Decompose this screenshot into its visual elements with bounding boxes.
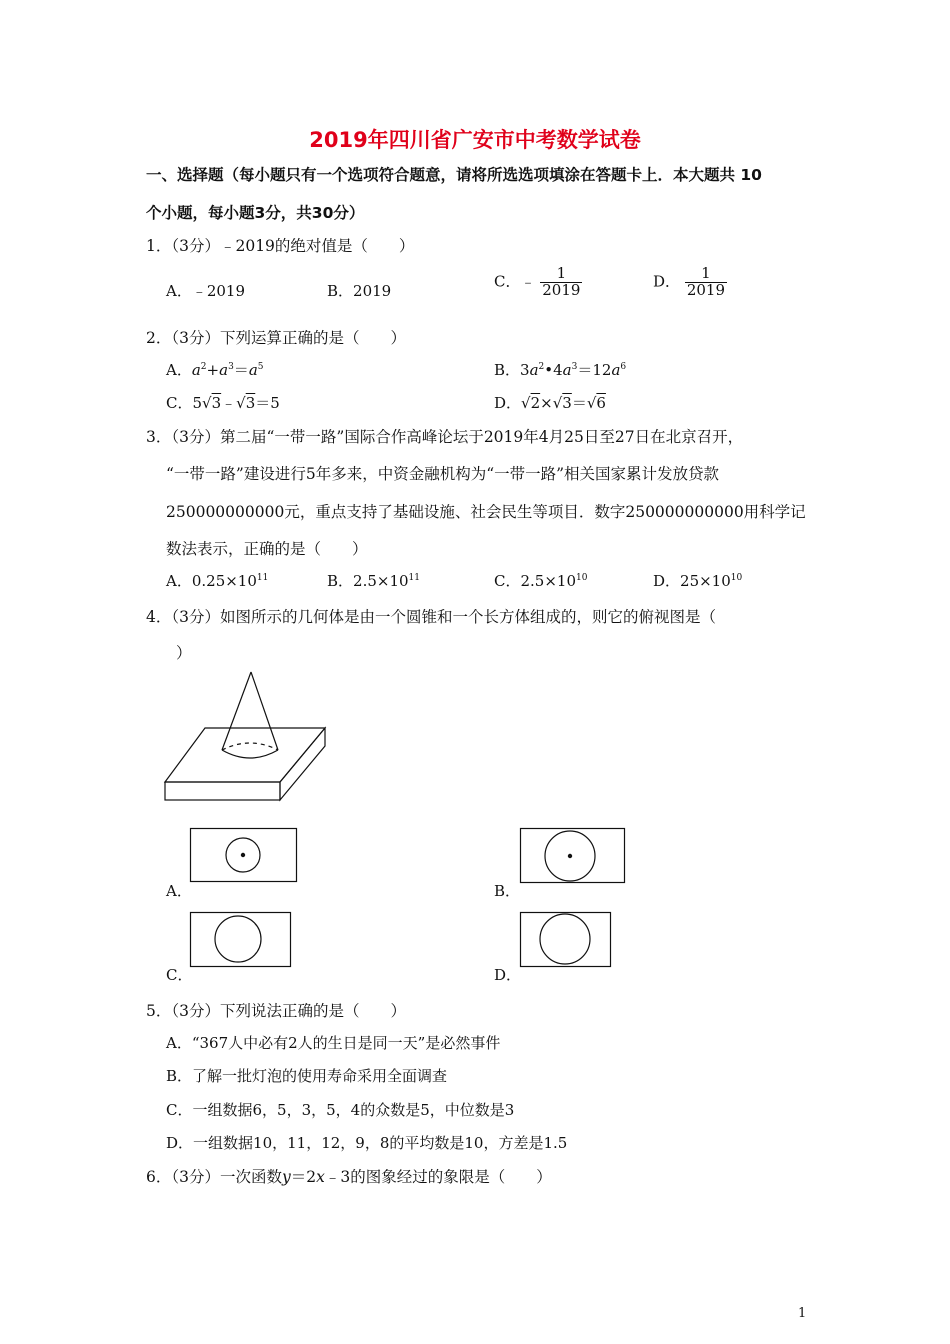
q4-option-d-figure <box>520 912 612 968</box>
q4-option-a-figure <box>190 828 298 882</box>
q4-option-b-label: B． <box>494 882 521 900</box>
question-5-stem: 5．（3分）下列说法正确的是（ ） <box>146 1002 406 1020</box>
question-3-line3: 250000000000元，重点支持了基础设施、社会民生等项目．数字250000000000用科学记 <box>166 503 806 521</box>
q5-option-b: B．了解一批灯泡的使用寿命采用全面调查 <box>166 1067 448 1085</box>
q4-option-c-figure <box>190 912 292 968</box>
q5-option-d: D．一组数据10，11，12，9，8的平均数是10，方差是1.5 <box>166 1134 568 1152</box>
q3-option-c: C．$2.5\times 10^{10}$ <box>494 572 588 590</box>
q1-option-c-label: C．﹣ <box>494 272 536 291</box>
q2-option-b: B．$3a^2•4a^3=12a^6$ <box>494 361 627 379</box>
question-3-line1: 3．（3分）第二届“一带一路”国际合作高峰论坛于2019年4月25日至27日在北京召开， <box>146 428 744 446</box>
q1-d-denominator: 2019 <box>686 280 725 299</box>
q3-option-a: A．$0.25\times 10^{11}$ <box>166 572 269 590</box>
section-heading-line2: 个小题，每小题3分，共30分） <box>146 204 365 222</box>
question-4-line2: ） <box>176 644 192 662</box>
q1-option-a: A．﹣2019 <box>166 282 246 300</box>
q1-c-denominator: 2019 <box>542 280 581 299</box>
q3-option-d: D．$25\times 10^{10}$ <box>653 572 743 590</box>
question-3-line2: “一带一路”建设进行5年多来，中资金融机构为“一带一路”相关国家累计发放贷款 <box>166 465 720 483</box>
q4-option-d-label: D． <box>494 966 522 984</box>
page-title: 2019年四川省广安市中考数学试卷 <box>309 128 641 152</box>
q5-option-a: A．“367人中必有2人的生日是同一天”是必然事件 <box>166 1034 501 1052</box>
q2-option-a: A．$a^2+a^3=a^5$ <box>166 361 264 379</box>
q4-option-a-label: A． <box>166 882 192 900</box>
page-number: 1 <box>798 1306 807 1321</box>
question-6-stem: 6．（3分）一次函数y＝2x﹣3的图象经过的象限是（ ） <box>146 1168 552 1186</box>
question-3-line4: 数法表示，正确的是（ ） <box>166 540 368 558</box>
q4-option-c-label: C． <box>166 966 193 984</box>
question-2-stem: 2．（3分）下列运算正确的是（ ） <box>146 329 406 347</box>
q5-option-c: C．一组数据6，5，3，5，4的众数是5，中位数是3 <box>166 1101 515 1119</box>
section-heading-line1: 一、选择题（每小题只有一个选项符合题意，请将所选选项填涂在答题卡上．本大题共 10 <box>146 166 762 184</box>
q3-option-b: B．$2.5\times 10^{11}$ <box>327 572 420 590</box>
q1-c-numerator: 1 <box>556 264 567 282</box>
q2-option-d: D．√2×√3＝√6 <box>494 394 606 412</box>
q2-option-c: C．5√3﹣√3＝5 <box>166 394 280 412</box>
q1-option-d-label: D． <box>653 272 681 291</box>
q4-option-b-figure <box>520 828 626 884</box>
question-4-line1: 4．（3分）如图所示的几何体是由一个圆锥和一个长方体组成的，则它的俯视图是（ <box>146 608 716 626</box>
question-1-stem: 1．（3分）﹣2019的绝对值是（ ） <box>146 237 415 255</box>
q1-option-b: B．2019 <box>327 282 392 300</box>
q1-d-numerator: 1 <box>701 264 711 282</box>
